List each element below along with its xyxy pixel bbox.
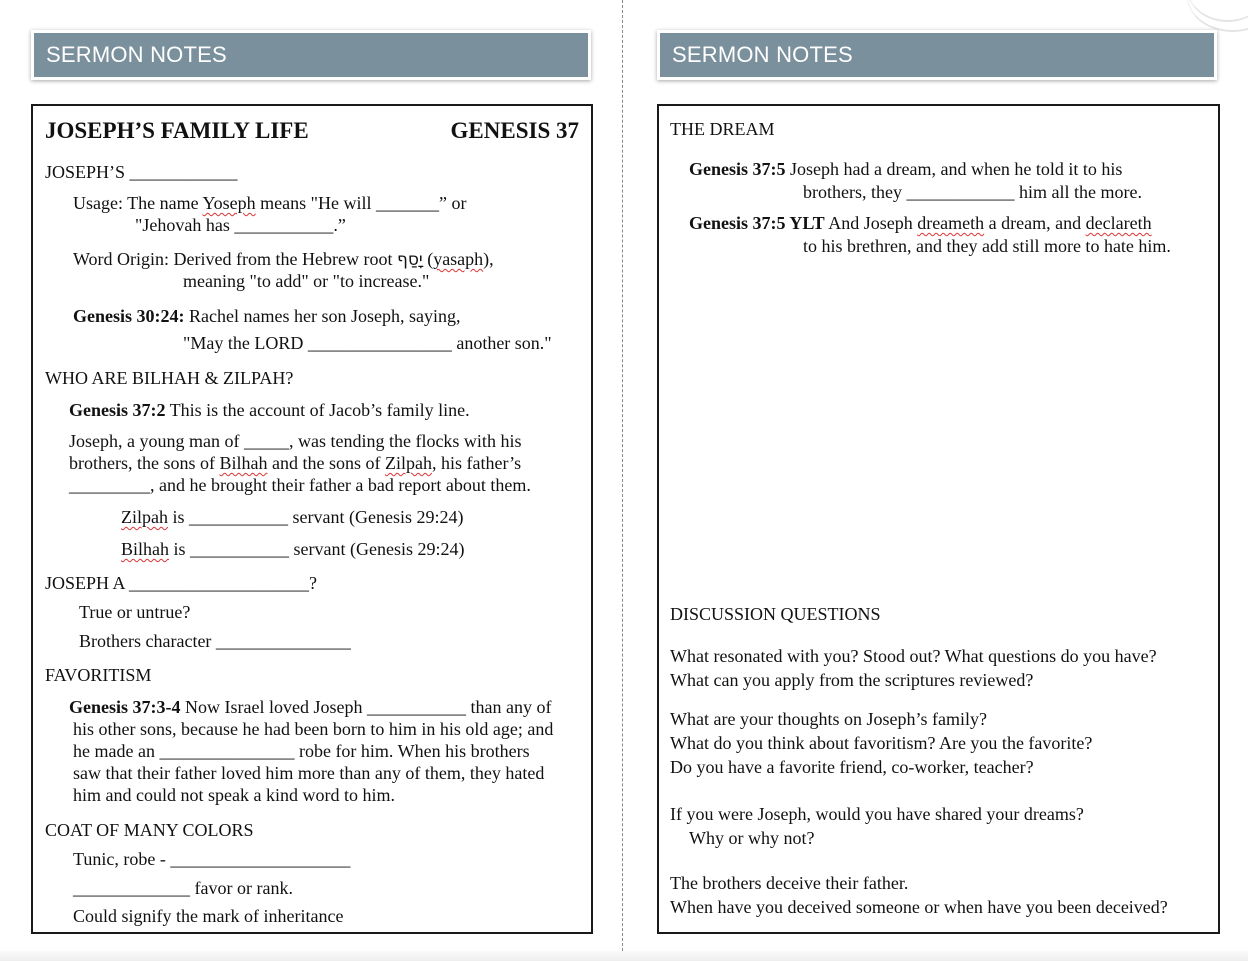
bottom-shade (0, 951, 1248, 961)
sermon-reference: GENESIS 37 (450, 118, 579, 143)
bilhah-zilpah-heading: WHO ARE BILHAH & ZILPAH? (45, 368, 294, 388)
hebrew-root: יָסַף (396, 250, 423, 270)
bilhah-servant-line: Bilhah is ___________ servant (Genesis 29:24) (121, 539, 465, 559)
name-yoseph: Yoseph (202, 193, 256, 213)
genesis-37-3-4-line-3: he made an _______________ robe for him. When his brothers (73, 741, 530, 761)
dream-heading: THE DREAM (670, 119, 775, 139)
discussion-heading: DISCUSSION QUESTIONS (670, 604, 881, 624)
sermon-title: JOSEPH’S FAMILY LIFE (45, 118, 309, 143)
left-notes-panel (31, 104, 593, 934)
genesis-37-3-4-line-4: saw that their father loved him more than any of them, they hated (73, 763, 545, 783)
question-5: Do you have a favorite friend, co-worker, teacher? (670, 757, 1034, 777)
genesis-37-3-4-line-1: Genesis 37:3-4 Now Israel loved Joseph ___________ than any of (69, 697, 552, 717)
usage-line-2: "Jehovah has ___________.” (135, 215, 346, 235)
joseph-a-heading: JOSEPH A ____________________? (45, 573, 318, 593)
word-origin-line-1: Word Origin: Derived from the Hebrew root יָסַף (yasaph), (73, 249, 494, 270)
genesis-37-3-4-line-5: him and could not speak a kind word to him. (73, 785, 395, 805)
zilpah-servant-line: Zilpah is ___________ servant (Genesis 29:24) (121, 507, 464, 527)
genesis-37-5-line-1: Genesis 37:5 Joseph had a dream, and when he told it to his (689, 159, 1123, 179)
genesis-37-3-4-line-2: his other sons, because he had been born to him in his old age; and (73, 719, 554, 739)
usage-line-1: Usage: The name Yoseph means "He will _______” or (73, 193, 467, 213)
question-1: What resonated with you? Stood out? What questions do you have? (670, 646, 1157, 666)
transliteration: yasaph (433, 249, 484, 269)
genesis-37-5-line-2: brothers, they ____________ him all the more. (803, 182, 1142, 202)
page-divider (622, 0, 623, 961)
true-or-untrue: True or untrue? (79, 602, 191, 622)
question-6: If you were Joseph, would you have shared your dreams? (670, 804, 1084, 824)
genesis-30-24-line-2: "May the LORD ________________ another son." (183, 333, 552, 353)
joseph-young-line-1: Joseph, a young man of _____, was tending the flocks with his (69, 431, 522, 451)
genesis-37-5-ylt-line-2: to his brethren, and they add still more to hate him. (803, 236, 1171, 256)
tunic-line: Tunic, robe - ____________________ (73, 849, 351, 869)
inheritance-line: Could signify the mark of inheritance (73, 906, 344, 926)
right-sermon-notes-header: SERMON NOTES (657, 30, 1217, 80)
genesis-37-2: Genesis 37:2 This is the account of Jacob’s family line. (69, 400, 470, 420)
question-9: When have you deceived someone or when have you been deceived? (670, 897, 1168, 917)
question-3: What are your thoughts on Joseph’s family? (670, 709, 987, 729)
question-8: The brothers deceive their father. (670, 873, 909, 893)
question-4: What do you think about favoritism? Are you the favorite? (670, 733, 1093, 753)
question-7: Why or why not? (689, 828, 815, 848)
left-sermon-notes-header: SERMON NOTES (31, 30, 591, 80)
coat-heading: COAT OF MANY COLORS (45, 820, 254, 840)
brothers-character: Brothers character _______________ (79, 631, 351, 651)
right-notes-panel (657, 104, 1220, 934)
genesis-30-24-line-1: Genesis 30:24: Rachel names her son Joseph, saying, (73, 306, 461, 326)
joseph-young-line-3: _________, and he brought their father a bad report about them. (69, 475, 531, 495)
josephs-heading: JOSEPH’S ____________ (45, 162, 238, 182)
joseph-young-line-2: brothers, the sons of Bilhah and the sons of Zilpah, his father’s (69, 453, 522, 473)
word-origin-line-2: meaning "to add" or "to increase." (183, 271, 430, 291)
favoritism-heading: FAVORITISM (45, 665, 152, 685)
question-2: What can you apply from the scriptures reviewed? (670, 670, 1034, 690)
favor-rank-line: _____________ favor or rank. (73, 878, 293, 898)
genesis-37-5-ylt-line-1: Genesis 37:5 YLT And Joseph dreameth a dream, and declareth (689, 213, 1152, 233)
